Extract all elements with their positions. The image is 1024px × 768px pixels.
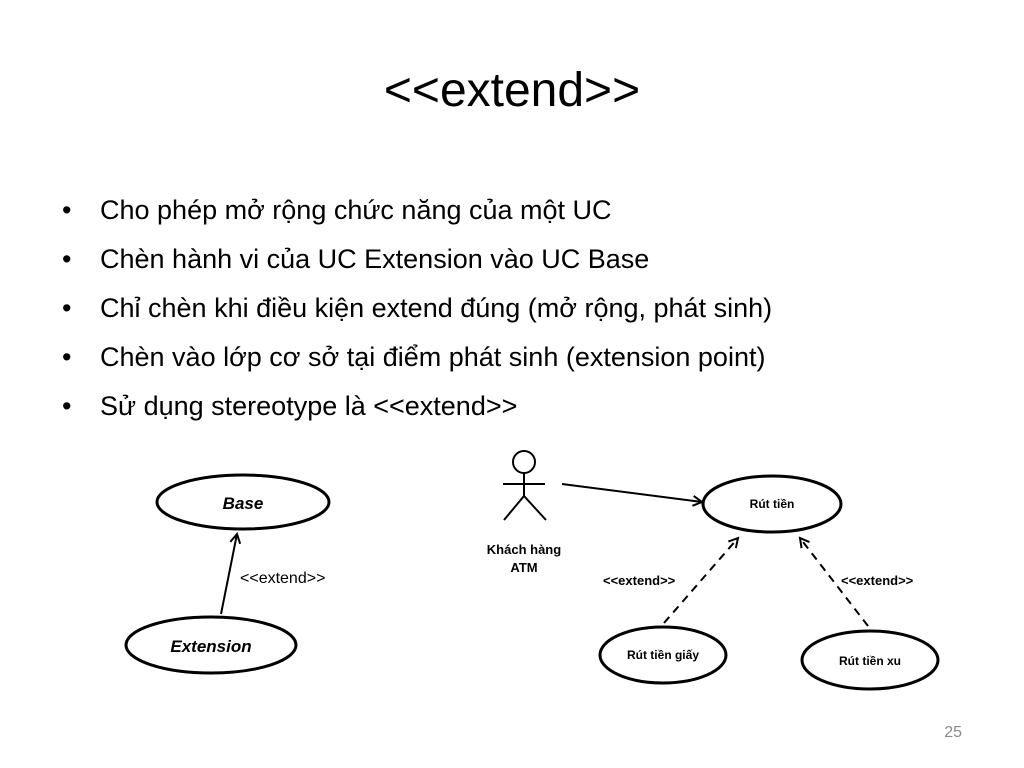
actor-icon — [503, 451, 546, 520]
bullet-dot: • — [62, 244, 72, 274]
page-number: 25 — [944, 724, 962, 741]
bullet-dot: • — [62, 195, 72, 225]
left-diagram — [126, 475, 329, 673]
slide-title: <<extend>> — [383, 64, 641, 117]
bullet-dot: • — [62, 391, 72, 421]
extend-label-2: <<extend>> — [841, 573, 914, 588]
bullet-dot: • — [62, 293, 72, 323]
main-usecase-label: Rút tiền — [749, 497, 795, 511]
bullet-text: Chèn vào lớp cơ sở tại điểm phát sinh (extension point) — [100, 342, 766, 372]
extension-usecase-label: Extension — [170, 637, 252, 656]
base-usecase-label: Base — [222, 494, 264, 513]
bullet-text: Chỉ chèn khi điều kiện extend đúng (mở rộng, phát sinh) — [100, 293, 773, 323]
bullet-text: Sử dụng stereotype là <<extend>> — [100, 391, 518, 421]
association-arrow — [562, 484, 702, 502]
ext-usecase-2-label: Rút tiền xu — [839, 654, 901, 668]
bullet-text: Cho phép mở rộng chức năng của một UC — [100, 195, 612, 225]
ext-usecase-1-label: Rút tiền giấy — [626, 648, 700, 662]
bullet-dot: • — [62, 342, 72, 372]
extend-label-1: <<extend>> — [603, 573, 676, 588]
actor-label-line1: Khách hàng — [486, 542, 562, 557]
actor-label-line2: ATM — [510, 560, 538, 575]
extend-arrow-left — [221, 534, 237, 614]
right-diagram — [487, 451, 938, 689]
bullet-text: Chèn hành vi của UC Extension vào UC Base — [100, 244, 650, 274]
extend-label-left: <<extend>> — [240, 570, 326, 587]
